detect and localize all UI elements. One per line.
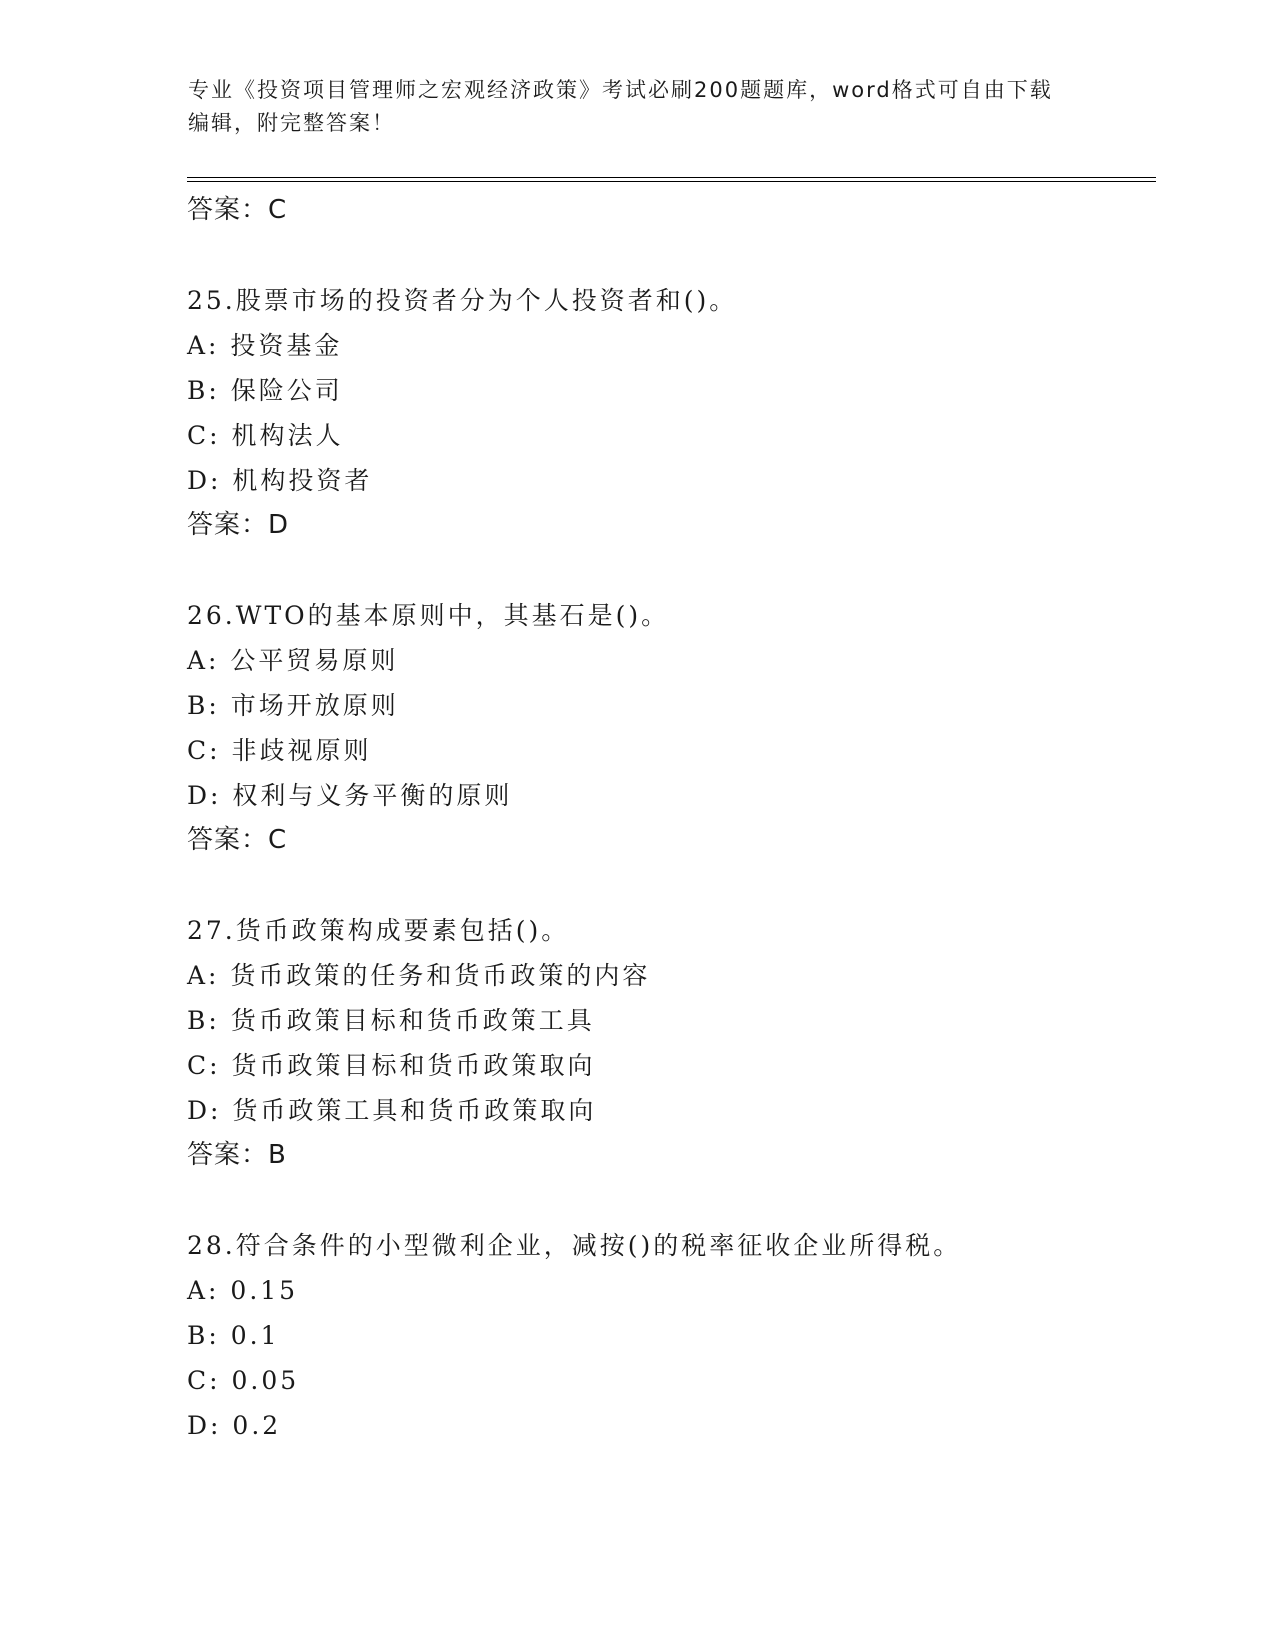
question-text: 28.符合条件的小型微利企业，减按()的税率征收企业所得税。	[187, 1231, 962, 1260]
document-header: 专业《投资项目管理师之宏观经济政策》考试必刷200题题库，word格式可自由下载编辑，附完整答案！	[188, 78, 1053, 135]
option-b: B: 市场开放原则	[187, 691, 399, 720]
question-block	[187, 1223, 1147, 1448]
question-block	[187, 593, 1147, 863]
option-b: B: 0.1	[187, 1321, 280, 1350]
option-a: A: 货币政策的任务和货币政策的内容	[187, 961, 651, 990]
previous-answer: 答案：C	[187, 195, 288, 225]
option-d: D: 机构投资者	[187, 466, 373, 495]
question-text: 27.货币政策构成要素包括()。	[187, 916, 570, 945]
question-block	[187, 278, 1147, 548]
question-text: 25.股票市场的投资者分为个人投资者和()。	[187, 286, 738, 315]
header-divider	[187, 177, 1156, 182]
answer-text: 答案：B	[187, 1140, 287, 1170]
answer-text: 答案：C	[187, 825, 288, 855]
option-a: A: 投资基金	[187, 331, 343, 360]
option-b: B: 货币政策目标和货币政策工具	[187, 1006, 595, 1035]
option-c: C: 非歧视原则	[187, 736, 372, 765]
option-d: D: 货币政策工具和货币政策取向	[187, 1096, 597, 1125]
option-a: A: 0.15	[187, 1276, 299, 1305]
option-b: B: 保险公司	[187, 376, 343, 405]
option-c: C: 货币政策目标和货币政策取向	[187, 1051, 596, 1080]
option-d: D: 0.2	[187, 1411, 282, 1440]
question-block	[187, 908, 1147, 1178]
option-c: C: 0.05	[187, 1366, 300, 1395]
option-c: C: 机构法人	[187, 421, 344, 450]
question-content	[187, 188, 1147, 1448]
question-text: 26.WTO的基本原则中，其基石是()。	[187, 601, 670, 630]
option-d: D: 权利与义务平衡的原则	[187, 781, 513, 810]
option-a: A: 公平贸易原则	[187, 646, 399, 675]
answer-text: 答案：D	[187, 510, 290, 540]
